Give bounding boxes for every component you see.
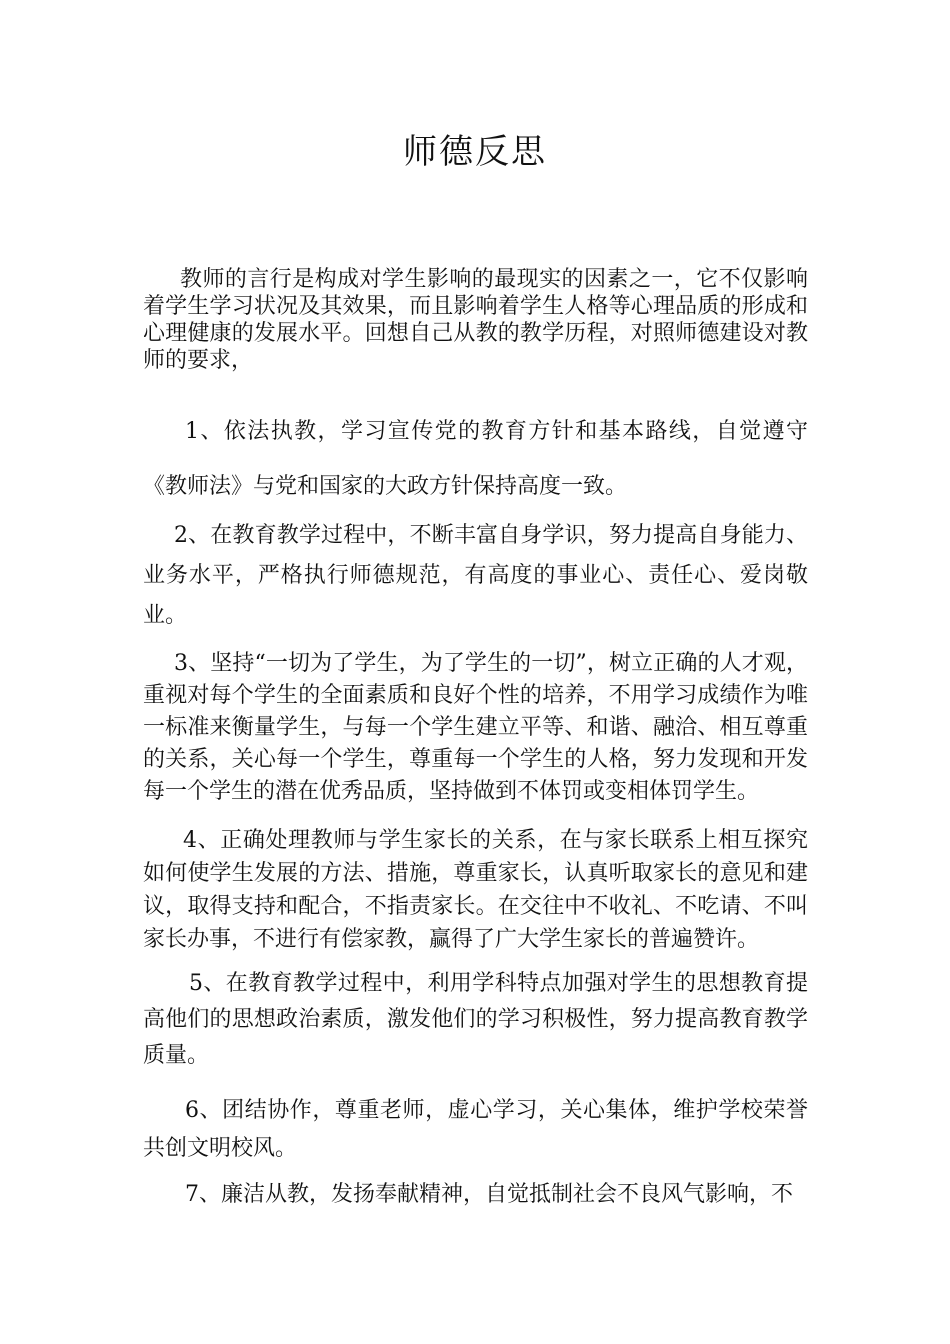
document-title: 师德反思 — [403, 132, 547, 172]
item-paragraph-5: 5、在教育教学过程中，利用学科特点加强对学生的思想教育提高他们的思想政治素质，激发他们的学习积极性，努力提高教育教学质量。 — [143, 971, 808, 1068]
item-paragraph-1: 1、依法执教，学习宣传党的教育方针和基本路线，自觉遵守《教师法》与党和国家的大政方针保持高度一致。 — [143, 419, 808, 499]
item-paragraph-6: 6、团结协作，尊重老师，虚心学习，关心集体，维护学校荣誉共创文明校风。 — [143, 1098, 808, 1161]
item-paragraph-4: 4、正确处理教师与学生家长的关系，在与家长联系上相互探究如何使学生发展的方法、措施，尊重家长，认真听取家长的意见和建议，取得支持和配合，不指责家长。在交往中不收礼、不吃请、不叫家长办事，不进行有偿家教，赢得了广大学生家长的普遍赞许。 — [143, 828, 808, 952]
intro-paragraph: 教师的言行是构成对学生影响的最现实的因素之一，它不仅影响着学生学习状况及其效果，而且影响着学生人格等心理品质的形成和心理健康的发展水平。回想自己从教的教学历程，对照师德建设对教师的要求， — [143, 267, 808, 373]
document-body — [143, 266, 808, 1214]
item-paragraph-2: 2、在教育教学过程中，不断丰富自身学识，努力提高自身能力、业务水平，严格执行师德规范，有高度的事业心、责任心、爱岗敬业。 — [143, 523, 808, 628]
item-paragraph-3: 3、坚持“一切为了学生，为了学生的一切”，树立正确的人才观，重视对每个学生的全面素质和良好个性的培养，不用学习成绩作为唯一标准来衡量学生，与每一个学生建立平等、和谐、融洽、相互尊重的关系，关心每一个学生，尊重每一个学生的人格，努力发现和开发每一个学生的潜在优秀品质，坚持做到不体罚或变相体罚学生。 — [143, 651, 808, 804]
item-paragraph-7: 7、廉洁从教，发扬奉献精神，自觉抵制社会不良风气影响，不 — [185, 1182, 793, 1207]
